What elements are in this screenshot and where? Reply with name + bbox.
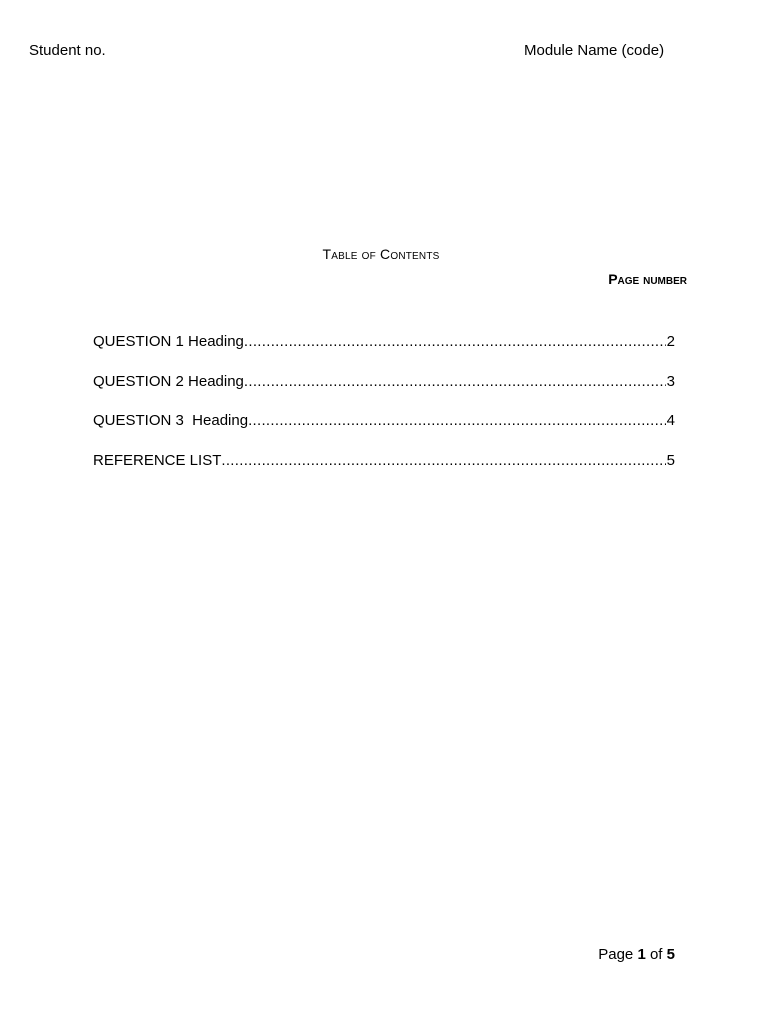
dot-leader — [221, 452, 665, 469]
toc-entry-page: 3 — [666, 372, 675, 390]
toc-entry-reference-list[interactable] — [93, 452, 675, 471]
module-name-label: Module Name (code) — [524, 42, 665, 59]
table-of-contents-title: Table of Contents — [322, 246, 440, 262]
footer-page-word: Page — [598, 946, 634, 963]
toc-entry-page: 2 — [666, 333, 675, 350]
toc-entry-page: 4 — [666, 412, 675, 429]
toc-entry-question-2[interactable] — [93, 373, 675, 392]
toc-entry-page: 5 — [666, 451, 675, 469]
toc-entry-title: QUESTION 2 Heading — [93, 372, 244, 390]
toc-entry-title: QUESTION 3 Heading — [93, 412, 249, 429]
table-of-contents-list — [93, 333, 675, 491]
footer-total-pages: 5 — [666, 946, 675, 963]
page-footer — [598, 946, 675, 963]
toc-entry-question-1[interactable] — [93, 333, 675, 352]
dot-leader — [248, 412, 666, 429]
dot-leader — [244, 373, 666, 390]
dot-leader — [244, 333, 666, 350]
toc-entry-title: REFERENCE LIST — [93, 451, 222, 469]
toc-entry-question-3[interactable] — [93, 412, 675, 431]
footer-current-page: 1 — [637, 946, 646, 963]
student-number-label: Student no. — [29, 42, 106, 59]
page-number-column-label: Page number — [608, 271, 687, 287]
toc-entry-title: QUESTION 1 Heading — [93, 333, 244, 350]
footer-of-word: of — [649, 946, 663, 963]
